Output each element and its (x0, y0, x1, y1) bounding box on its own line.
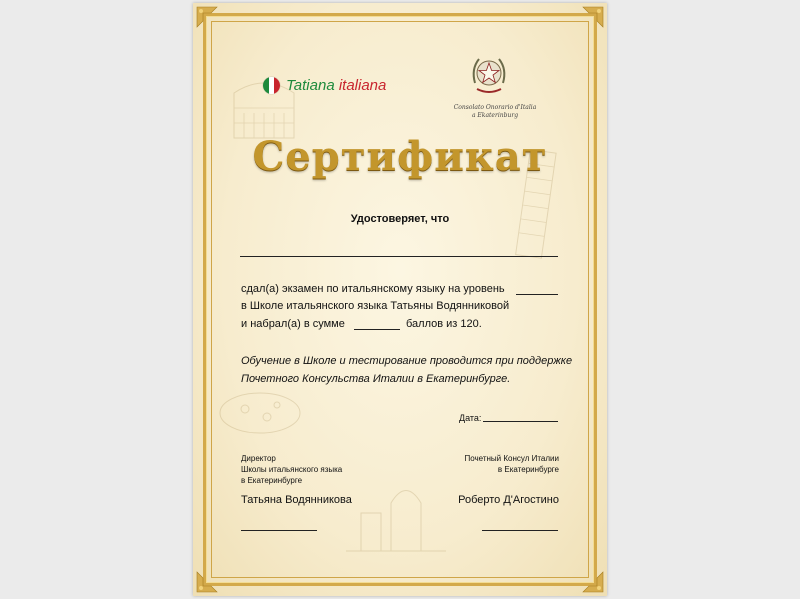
corner-ornament-top-left (195, 5, 219, 29)
right-role-line-2: в Екатеринбурге (497, 465, 559, 474)
school-name (286, 77, 386, 94)
italian-emblem-icon (469, 53, 509, 97)
italian-flag-icon (263, 77, 280, 94)
name-line (240, 256, 558, 257)
corner-ornament-bottom-right (581, 570, 605, 594)
score-text-end: баллов из 120. (406, 318, 482, 330)
right-signature-line (482, 530, 558, 531)
left-role-line-1: Директор (241, 454, 276, 463)
right-signatory-role (464, 453, 559, 475)
score-text: и набрал(а) в сумме (241, 318, 345, 330)
consulate-line-1: Consolato Onorario d'Italia (453, 104, 537, 111)
left-role-line-2: Школы итальянского языка (241, 465, 343, 474)
support-note-line-1: Обучение в Школе и тестирование проводится при поддержке (241, 355, 573, 367)
left-signature-line (241, 530, 317, 531)
cathedral-illustration (341, 473, 451, 553)
consulate-line-2: a Ekaterinburg (471, 112, 519, 119)
school-logo (263, 77, 386, 94)
brand-word-1: Tatiana (286, 77, 335, 94)
left-role-line-3: в Екатеринбурге (241, 476, 303, 485)
exam-text: сдал(а) экзамен по итальянскому языку на уровень (241, 283, 505, 295)
certificate-title: Сертификат (252, 133, 548, 180)
left-signatory-role (241, 453, 342, 486)
brand-word-2: italiana (338, 77, 387, 94)
corner-ornament-top-right (581, 5, 605, 29)
score-line (354, 329, 400, 330)
certifies-text: Удостоверяет, что (350, 213, 450, 225)
corner-ornament-bottom-left (195, 570, 219, 594)
consulate-caption (445, 104, 545, 120)
date-label: Дата: (459, 413, 482, 423)
pizza-illustration (215, 383, 305, 443)
date-line (483, 421, 558, 422)
right-role-line-1: Почетный Консул Италии (464, 454, 559, 463)
school-text: в Школе итальянского языка Татьяны Водянниковой (241, 300, 510, 312)
level-line (516, 294, 558, 295)
support-note-line-2: Почетного Консульства Италии в Екатеринбурге. (241, 373, 511, 385)
certificate-sheet (193, 3, 607, 596)
colosseum-illustration (229, 63, 299, 143)
right-signatory-name: Роберто Д'Агостино (458, 494, 559, 506)
left-signatory-name: Татьяна Водянникова (241, 494, 352, 506)
